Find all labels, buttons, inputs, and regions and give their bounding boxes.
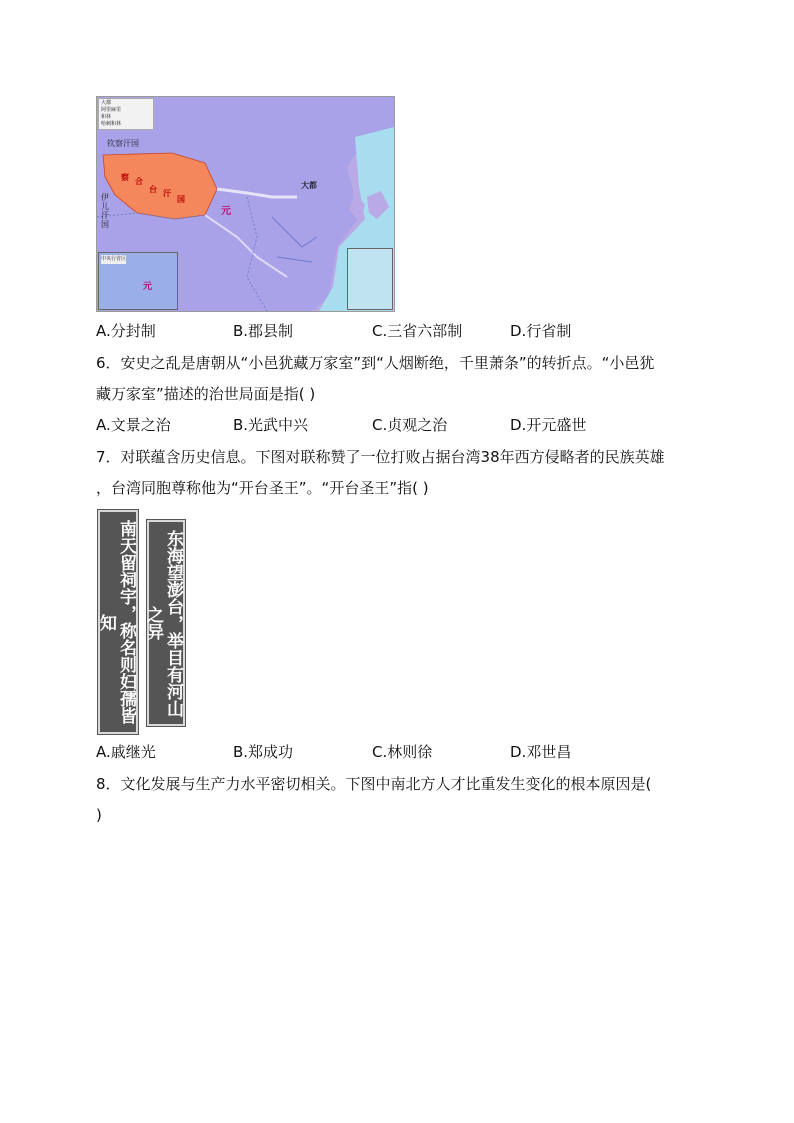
q6-stem-line2: 藏万家室”描述的治世局面是指( ) <box>96 385 316 403</box>
map-label-chagatai-1: 察 <box>121 173 129 182</box>
legend-item: 阿里麻里 <box>101 107 122 113</box>
map-label-chagatai-5: 国 <box>177 195 185 204</box>
q7-stem-line2: ，台湾同胞尊称他为“开台圣王”。“开台圣王”指( ) <box>96 479 429 497</box>
inset-label-yuan: 元 <box>143 282 153 292</box>
map-label-yuan: 元 <box>221 206 231 217</box>
map-label-dadu: 大都 <box>301 181 317 190</box>
couplet-left-scroll: 东海望澎台，举目有河山之异 <box>147 520 185 726</box>
q8-stem-line1: 8．文化发展与生产力水平密切相关。下图中南北方人才比重发生变化的根本原因是( <box>96 775 652 793</box>
q7-option-a: A.戚继光 <box>96 743 156 761</box>
q7-option-d: D.邓世昌 <box>510 743 572 761</box>
legend-item: 和林 <box>101 114 112 120</box>
q7-stem-line1: 7．对联蕴含历史信息。下图对联称赞了一位打败占据台湾38年西方侵略者的民族英雄 <box>96 448 665 466</box>
q6-option-b: B.光武中兴 <box>233 416 309 434</box>
map-legend <box>98 98 154 130</box>
couplet-right-scroll: 南天留祠宇，称名则妇孺皆知 <box>98 510 138 734</box>
map-label-chagatai-2: 合 <box>135 177 143 186</box>
q6-stem-line1: 6．安史之乱是唐朝从“小邑犹藏万家室”到“人烟断绝，千里萧条”的转折点。“小邑犹 <box>96 354 655 372</box>
legend-item: 哈剌和林 <box>101 121 122 127</box>
map-inset-right <box>347 248 393 310</box>
yuan-dynasty-map <box>96 96 395 312</box>
map-label-yier: 伊儿汗国 <box>101 193 109 229</box>
map-label-chagatai-4: 汗 <box>163 189 171 198</box>
map-label-qincha: 钦察汗国 <box>107 139 139 148</box>
q5-option-c: C.三省六部制 <box>372 322 463 340</box>
map-inset-left <box>98 252 178 310</box>
map-label-chagatai-3: 台 <box>149 185 157 194</box>
q5-option-a: A.分封制 <box>96 322 156 340</box>
q5-option-d: D.行省制 <box>510 322 572 340</box>
q7-option-c: C.林则徐 <box>372 743 433 761</box>
inset-title: 中央行省区 <box>101 256 127 262</box>
q6-option-d: D.开元盛世 <box>510 416 587 434</box>
q6-option-c: C.贞观之治 <box>372 416 448 434</box>
q8-stem-line2: ) <box>96 806 102 824</box>
q7-option-b: B.郑成功 <box>233 743 294 761</box>
q5-option-b: B.郡县制 <box>233 322 294 340</box>
q6-option-a: A.文景之治 <box>96 416 171 434</box>
legend-item: 大都 <box>101 100 112 106</box>
